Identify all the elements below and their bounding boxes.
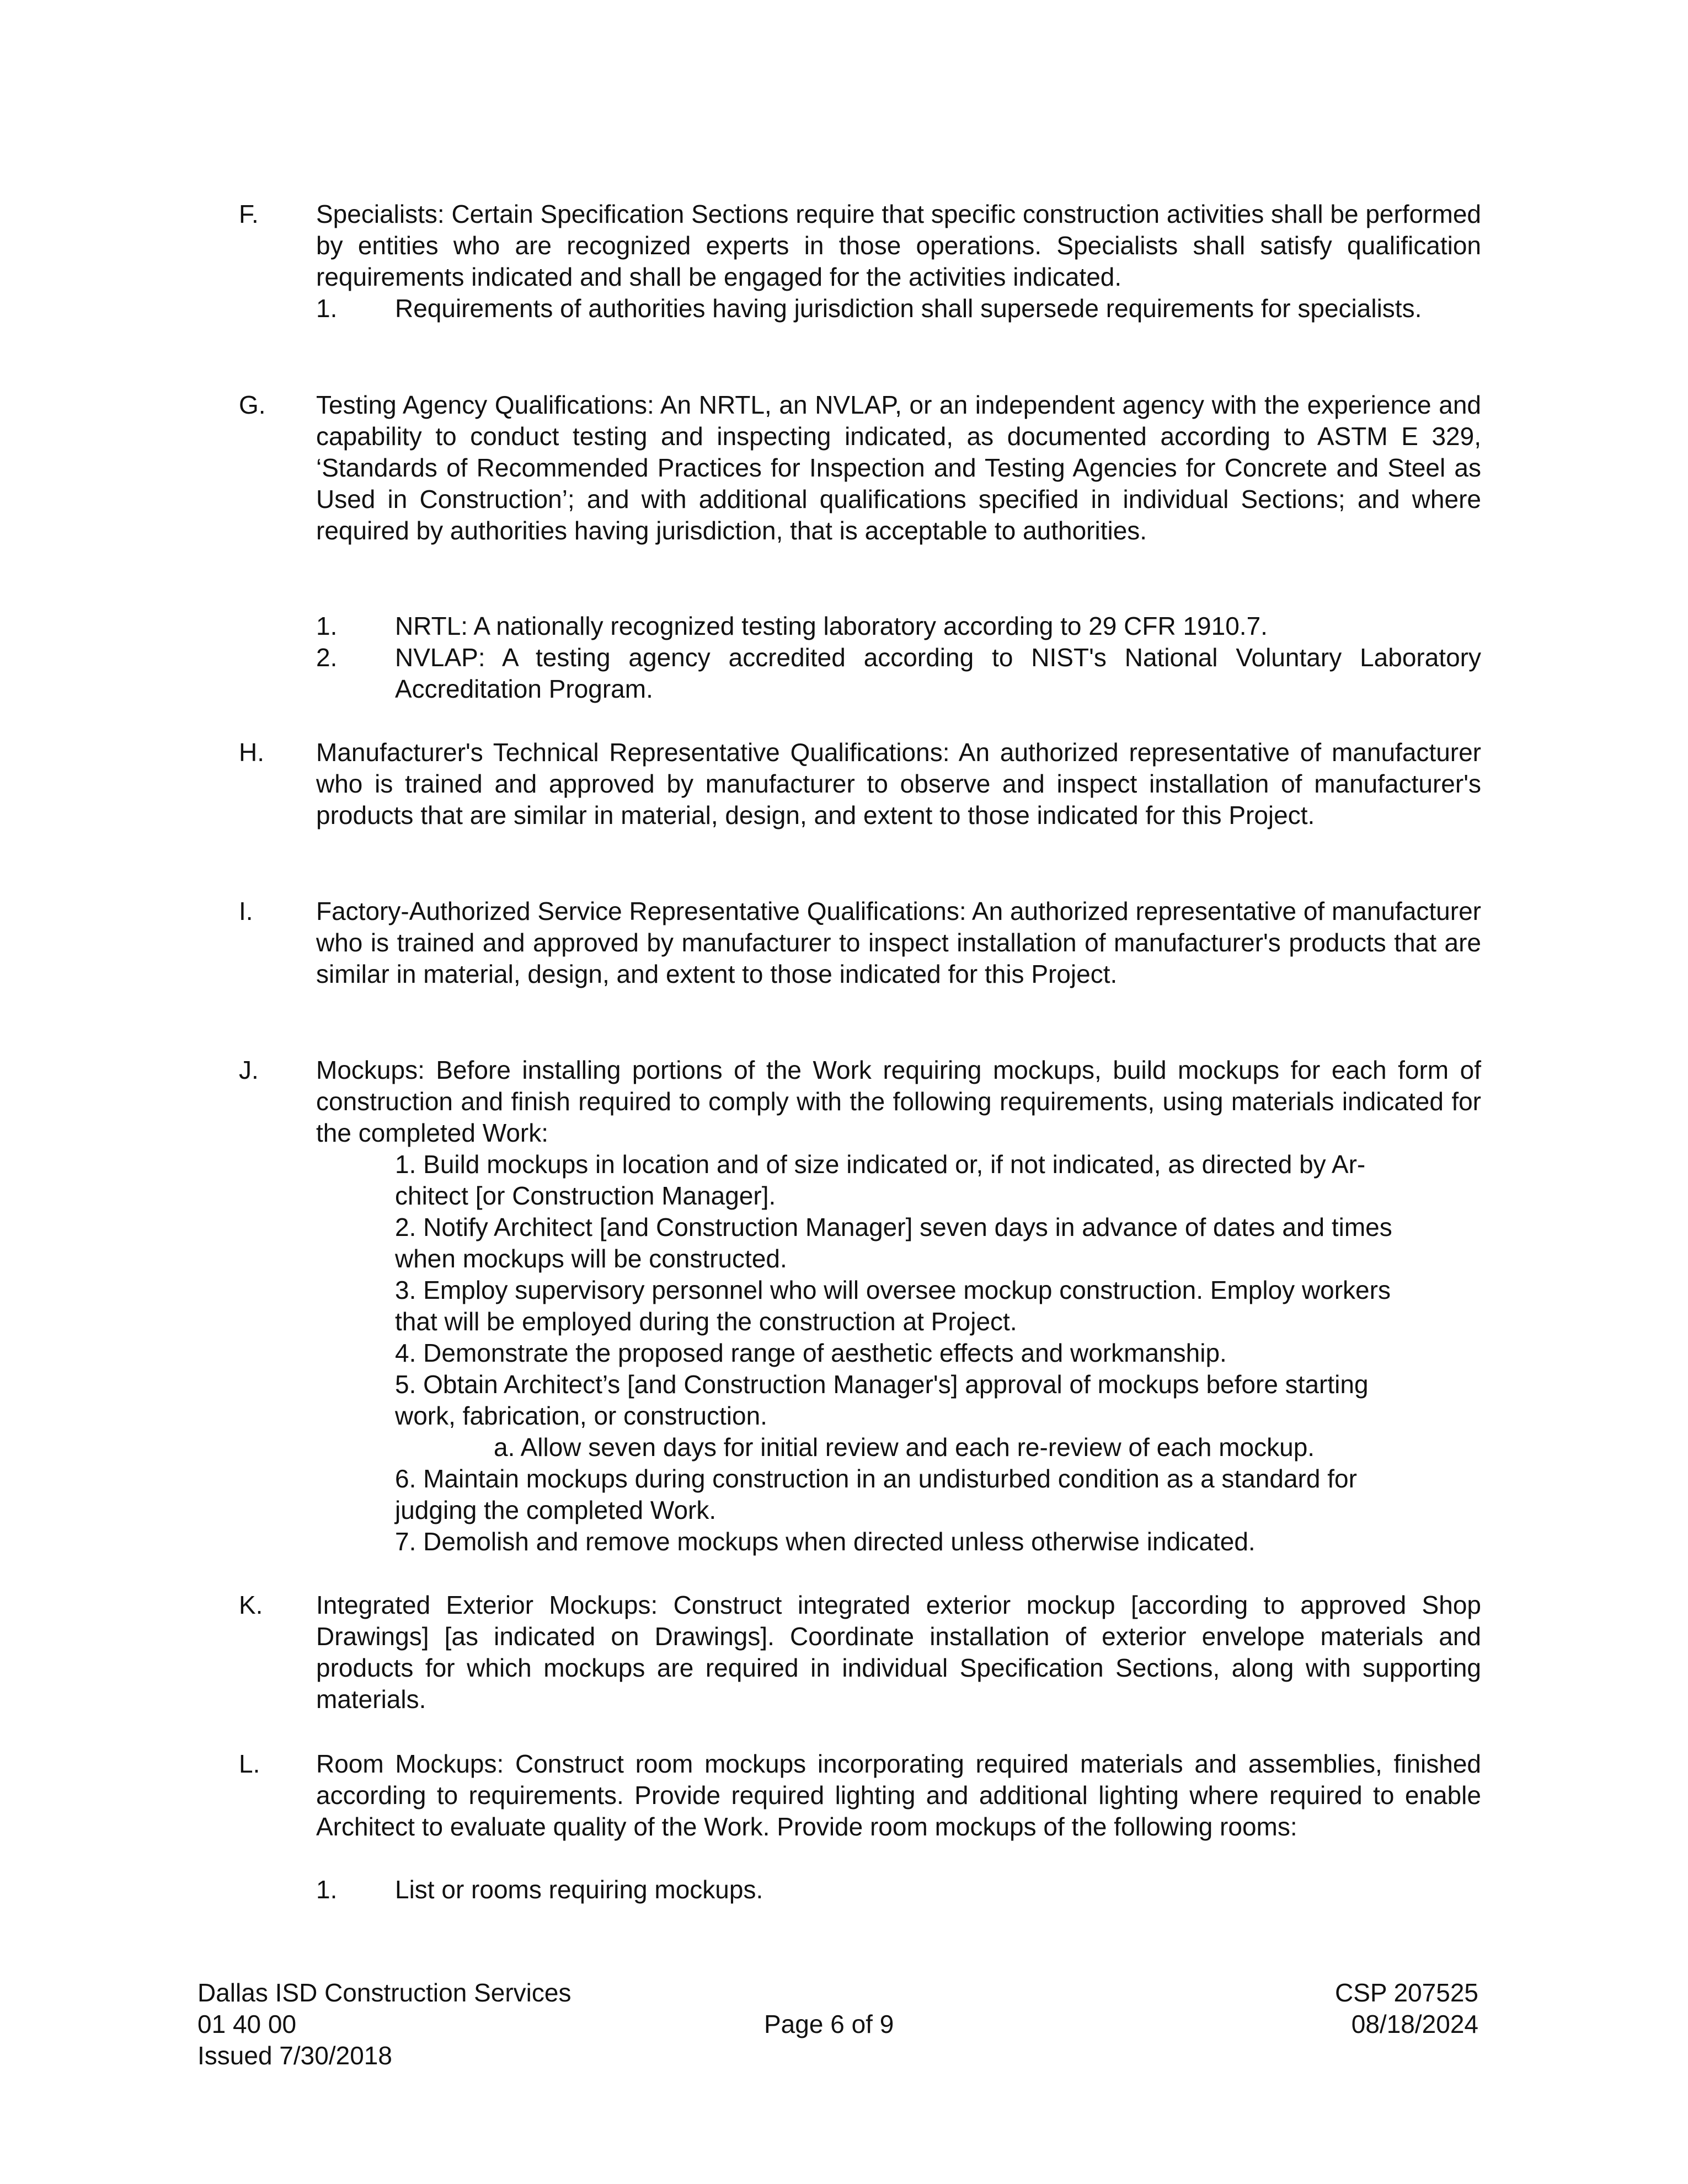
- mockup-line: that will be employed during the construction at Project.: [395, 1307, 1017, 1336]
- mockup-line: 3. Employ supervisory personnel who will oversee mockup construction. Employ workers: [395, 1276, 1391, 1304]
- section-text: Mockups: Before installing portions of the Work requiring mockups, build mockups for each form of construction and finish required to comply with the following requirements, using materials indicated for the completed Work:: [316, 1056, 1481, 1147]
- item-text: Requirements of authorities having jurisdiction shall supersede requirements for specialists.: [395, 294, 1422, 323]
- footer-organization: Dallas ISD Construction Services: [197, 1978, 571, 2007]
- item-text: List or rooms requiring mockups.: [395, 1875, 763, 1904]
- item-text: NRTL: A nationally recognized testing laboratory according to 29 CFR 1910.7.: [395, 612, 1268, 640]
- mockup-line: judging the completed Work.: [395, 1496, 717, 1524]
- section-letter: H.: [239, 738, 264, 767]
- item-number: 1.: [316, 612, 338, 640]
- section-letter: I.: [239, 897, 253, 925]
- footer-page-number: Page 6 of 9: [764, 2010, 894, 2038]
- section-text: Testing Agency Qualifications: An NRTL, an NVLAP, or an independent agency with the experience and capability to conduct testing and inspecting indicated, as documented according to ASTM E 329, ‘Standards of Recommended Practices for Inspection and Testing Agencies for Concrete and Steel as Used in Construction’; and with additional qualifications specified in individual Sections; and where required by authorities having jurisdiction, that is acceptable to authorities.: [316, 390, 1481, 545]
- footer-project-number: CSP 207525: [1334, 1978, 1478, 2007]
- item-text: NVLAP: A testing agency accredited according to NIST's National Voluntary Laboratory Accreditation Program.: [395, 643, 1481, 703]
- footer-left: [197, 1977, 571, 2071]
- mockup-line: work, fabrication, or construction.: [395, 1401, 767, 1430]
- mockup-subline: a. Allow seven days for initial review and each re-review of each mockup.: [494, 1433, 1315, 1462]
- section-text: Specialists: Certain Specification Sections require that specific construction activities shall be performed by entities who are recognized experts in those operations. Specialists shall satisfy qualification requirements indicated and shall be engaged for the activities indicated.: [316, 200, 1481, 291]
- section-letter: L.: [239, 1749, 260, 1778]
- section-letter: G.: [239, 390, 266, 419]
- item-number: 2.: [316, 643, 338, 672]
- mockup-line: 6. Maintain mockups during construction in an undisturbed condition as a standard for: [395, 1464, 1357, 1493]
- section-letter: F.: [239, 200, 259, 228]
- mockup-line: 4. Demonstrate the proposed range of aesthetic effects and workmanship.: [395, 1339, 1227, 1367]
- footer-section-number: 01 40 00: [197, 2010, 297, 2038]
- section-text: Room Mockups: Construct room mockups incorporating required materials and assemblies, finished according to requirements. Provide required lighting and additional lighting where required to enable Architect to evaluate quality of the Work. Provide room mockups of the following rooms:: [316, 1749, 1481, 1841]
- item-number: 1.: [316, 294, 338, 323]
- section-text: Factory-Authorized Service Representative Qualifications: An authorized representative of manufacturer who is trained and approved by manufacturer to inspect installation of manufacturer's products that are similar in material, design, and extent to those indicated for this Project.: [316, 897, 1481, 988]
- mockup-line: 1. Build mockups in location and of size indicated or, if not indicated, as directed by Ar-: [395, 1150, 1366, 1179]
- section-letter: J.: [239, 1056, 259, 1084]
- mockup-line: chitect [or Construction Manager].: [395, 1181, 776, 1210]
- item-number: 1.: [316, 1875, 338, 1904]
- section-letter: K.: [239, 1591, 263, 1619]
- mockup-line: 2. Notify Architect [and Construction Manager] seven days in advance of dates and times: [395, 1213, 1392, 1241]
- mockup-line: 7. Demolish and remove mockups when directed unless otherwise indicated.: [395, 1527, 1256, 1556]
- footer-date: 08/18/2024: [1351, 2010, 1478, 2038]
- footer-issued-date: Issued 7/30/2018: [197, 2041, 392, 2070]
- mockup-line: when mockups will be constructed.: [395, 1244, 787, 1273]
- mockup-line: 5. Obtain Architect’s [and Construction Manager's] approval of mockups before starting: [395, 1370, 1369, 1399]
- section-text: Integrated Exterior Mockups: Construct integrated exterior mockup [according to approved Shop Drawings] [as indicated on Drawings]. Coordinate installation of exterior envelope materials and products for which mockups are required in individual Specification Sections, along with supporting materials.: [316, 1591, 1481, 1714]
- section-text: Manufacturer's Technical Representative Qualifications: An authorized representative of manufacturer who is trained and approved by manufacturer to observe and inspect installation of manufacturer's products that are similar in material, design, and extent to those indicated for this Project.: [316, 738, 1481, 829]
- footer-right: [1335, 1977, 1478, 2040]
